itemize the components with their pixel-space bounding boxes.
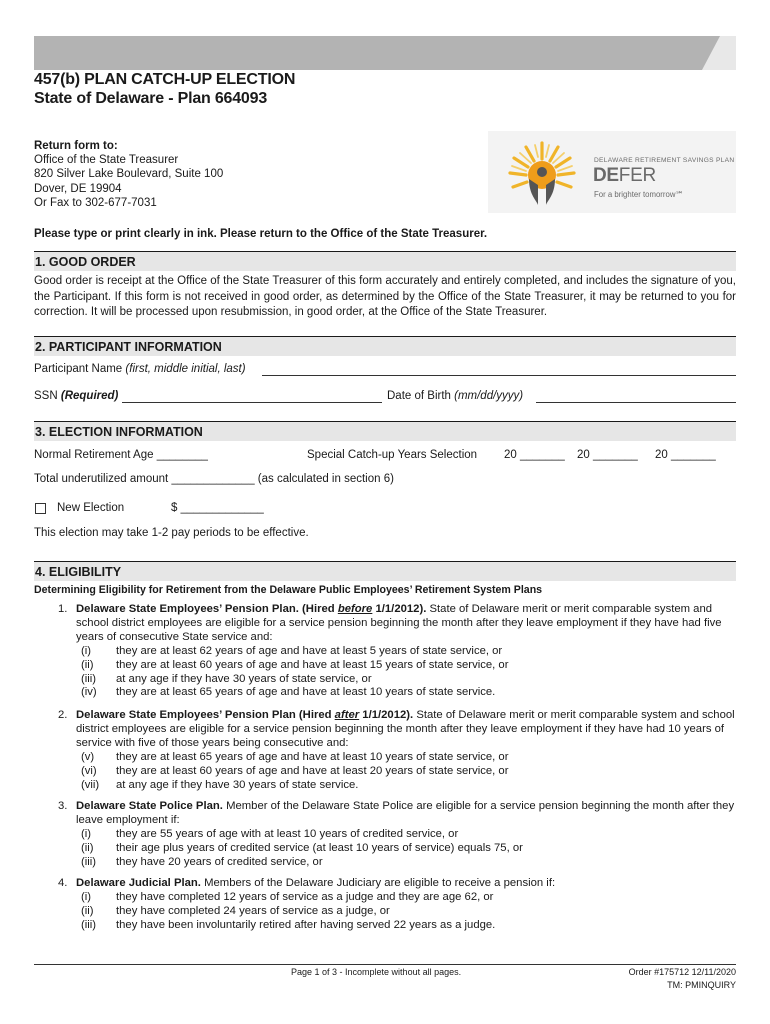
sub-item-text: they have 20 years of credited service, or	[116, 855, 323, 868]
sub-item-num: (i)	[81, 827, 92, 840]
sub-item-num: (ii)	[81, 658, 94, 671]
header-bar	[34, 36, 736, 70]
item-body	[76, 603, 736, 700]
item-title-b: 1/1/2012).	[359, 709, 414, 721]
sub-item	[76, 919, 736, 933]
eligibility-subheading: Determining Eligibility for Retirement from the Delaware Public Employees’ Retirement System Plans	[34, 584, 543, 596]
sub-item-text: they have been involuntarily retired after having served 22 years as a judge.	[116, 918, 496, 931]
logo-brand-bold: DE	[593, 165, 619, 186]
sub-item-num: (vi)	[81, 764, 97, 777]
sub-item	[76, 645, 736, 659]
total-underutilized-field[interactable]: Total underutilized amount _____________ (as calculated in section 6)	[34, 473, 394, 485]
section-2-heading: 2. PARTICIPANT INFORMATION	[34, 336, 736, 356]
dob-hint: (mm/dd/yyyy)	[454, 390, 524, 402]
sub-item	[76, 659, 736, 673]
section-4-heading: 4. ELIGIBILITY	[34, 561, 736, 581]
sub-item-text: they are at least 60 years of age and have at least 15 years of state service, or	[116, 658, 509, 671]
dob-field[interactable]	[536, 402, 736, 403]
item-number: 4.	[58, 877, 68, 889]
page-number: Page 1 of 3 - Incomplete without all pages.	[291, 967, 462, 977]
election-note: This election may take 1-2 pay periods to be effective.	[34, 527, 309, 539]
sub-item-num: (iii)	[81, 855, 97, 868]
normal-retirement-age-field[interactable]: Normal Retirement Age ________	[34, 449, 208, 461]
special-catchup-label: Special Catch-up Years Selection	[307, 449, 478, 461]
item-text: Members of the Delaware Judiciary are eligible to receive a pension if:	[200, 877, 556, 889]
sub-item-num: (iii)	[81, 672, 97, 685]
item-title-emph: after	[334, 709, 360, 721]
sub-item	[76, 842, 736, 856]
item-text: Member of the Delaware State Police are eligible for a service pension beginning the month after they leave employment if:	[76, 800, 735, 826]
item-number: 1.	[58, 603, 68, 615]
item-title: Delaware State Police Plan.	[76, 800, 223, 812]
item-text: State of Delaware merit or merit comparable system and school district employees are eligible for a service pension beginning the month after they leave employment if they have had 10 years of service with five of those years being consecutive and:	[76, 709, 735, 749]
form-title: 457(b) PLAN CATCH-UP ELECTION	[34, 71, 296, 88]
ssn-text: SSN	[34, 390, 58, 402]
sub-item-text: their age plus years of credited service (at least 10 years of service) equals 75, or	[116, 841, 523, 854]
new-election-label: New Election	[57, 502, 125, 514]
sub-item	[76, 686, 736, 700]
logo-plan-name: DELAWARE RETIREMENT SAVINGS PLAN	[594, 157, 735, 164]
logo-tagline: For a brighter tomorrow℠	[594, 190, 684, 199]
sub-item-text: they are at least 60 years of age and have at least 20 years of state service, or	[116, 764, 509, 777]
item-title: Delaware Judicial Plan.	[76, 877, 201, 889]
form-subtitle: State of Delaware - Plan 664093	[34, 90, 268, 107]
return-label: Return form to:	[34, 140, 118, 152]
sub-item-text: they are at least 62 years of age and have at least 5 years of state service, or	[116, 644, 503, 657]
sub-item-text: they are at least 65 years of age and have at least 10 years of state service.	[116, 686, 496, 699]
header-bar-corner	[702, 36, 736, 70]
item-body	[76, 709, 736, 792]
section-1-heading: 1. GOOD ORDER	[34, 251, 736, 271]
catchup-year-3[interactable]: 20 _______	[655, 449, 716, 461]
item-title-a: Delaware State Employees’ Pension Plan. (Hired	[76, 603, 338, 615]
sub-item-num: (vii)	[81, 778, 100, 791]
tm-code: TM: PMINQUIRY	[667, 980, 736, 990]
sub-item-text: at any age if they have 30 years of state service, or	[116, 672, 372, 685]
sub-item-num: (ii)	[81, 841, 94, 854]
participant-name-field[interactable]	[262, 375, 736, 376]
logo-brand-light: FER	[618, 165, 656, 186]
participant-name-text: Participant Name	[34, 363, 123, 375]
return-line-4: Or Fax to 302-677-7031	[34, 196, 157, 209]
sub-item-num: (i)	[81, 644, 92, 657]
catchup-year-2[interactable]: 20 _______	[577, 449, 638, 461]
item-body	[76, 800, 736, 870]
instructions: Please type or print clearly in ink. Please return to the Office of the State Treasurer.	[34, 228, 488, 240]
sub-item-text: they are 55 years of age with at least 10 years of credited service, or	[116, 827, 459, 840]
return-line-2: 820 Silver Lake Boulevard, Suite 100	[34, 168, 224, 181]
sub-item-num: (v)	[81, 750, 95, 763]
ssn-required: (Required)	[60, 390, 119, 402]
logo-brand	[593, 165, 656, 187]
catchup-year-1[interactable]: 20 _______	[504, 449, 565, 461]
item-body	[76, 877, 736, 933]
dob-label	[387, 390, 523, 402]
sub-item-num: (iii)	[81, 918, 97, 931]
new-election-amount[interactable]: $ _____________	[171, 502, 264, 514]
item-title-a: Delaware State Employees’ Pension Plan (Hired	[76, 709, 335, 721]
section-3-heading: 3. ELECTION INFORMATION	[34, 421, 736, 441]
order-number: Order #175712 12/11/2020	[628, 967, 736, 977]
participant-name-hint: (first, middle initial, last)	[125, 363, 246, 375]
good-order-text: Good order is receipt at the Office of the State Treasurer of this form accurately and entirely completed, and includes the signature of you, the Participant. If this form is not received in good order, as determined by the Office of the State Treasurer, it may be returned to you for correction. It will be processed upon resubmission, in good order, at the Office of the State Treasurer.	[34, 275, 736, 319]
sub-item-num: (ii)	[81, 904, 94, 917]
dob-text: Date of Birth	[387, 390, 451, 402]
sub-item	[76, 779, 736, 793]
sub-item-num: (i)	[81, 890, 92, 903]
sub-item	[76, 751, 736, 765]
item-title	[76, 603, 426, 615]
sub-item	[76, 891, 736, 905]
item-title	[76, 709, 413, 721]
return-line-3: Dover, DE 19904	[34, 182, 122, 195]
item-number: 3.	[58, 800, 68, 812]
sub-item	[76, 905, 736, 919]
item-title-emph: before	[337, 603, 373, 615]
sun-icon	[498, 137, 586, 207]
participant-name-label	[34, 363, 246, 375]
sub-item	[76, 828, 736, 842]
footer-divider	[34, 964, 736, 965]
item-title-b: 1/1/2012).	[372, 603, 427, 615]
sub-item-text: they have completed 24 years of service as a judge, or	[116, 904, 390, 917]
sub-item	[76, 673, 736, 687]
return-line-1: Office of the State Treasurer	[34, 154, 179, 167]
new-election-checkbox[interactable]	[35, 503, 46, 514]
item-number: 2.	[58, 709, 68, 721]
sub-item-num: (iv)	[81, 686, 97, 699]
ssn-field[interactable]	[122, 402, 382, 403]
item-text: State of Delaware merit or merit comparable system and school district employees are eligible for a service pension beginning the month after they leave employment if they have had five years of consecutive State service and:	[76, 603, 722, 643]
sub-item	[76, 856, 736, 870]
sub-item-text: they are at least 65 years of age and have at least 10 years of state service, or	[116, 750, 509, 763]
ssn-label	[34, 390, 118, 402]
sub-item-text: they have completed 12 years of service as a judge and they are age 62, or	[116, 890, 494, 903]
return-address	[34, 139, 223, 210]
defer-logo	[488, 131, 736, 213]
sub-item	[76, 765, 736, 779]
sub-item-text: at any age if they have 30 years of state service.	[116, 778, 359, 791]
